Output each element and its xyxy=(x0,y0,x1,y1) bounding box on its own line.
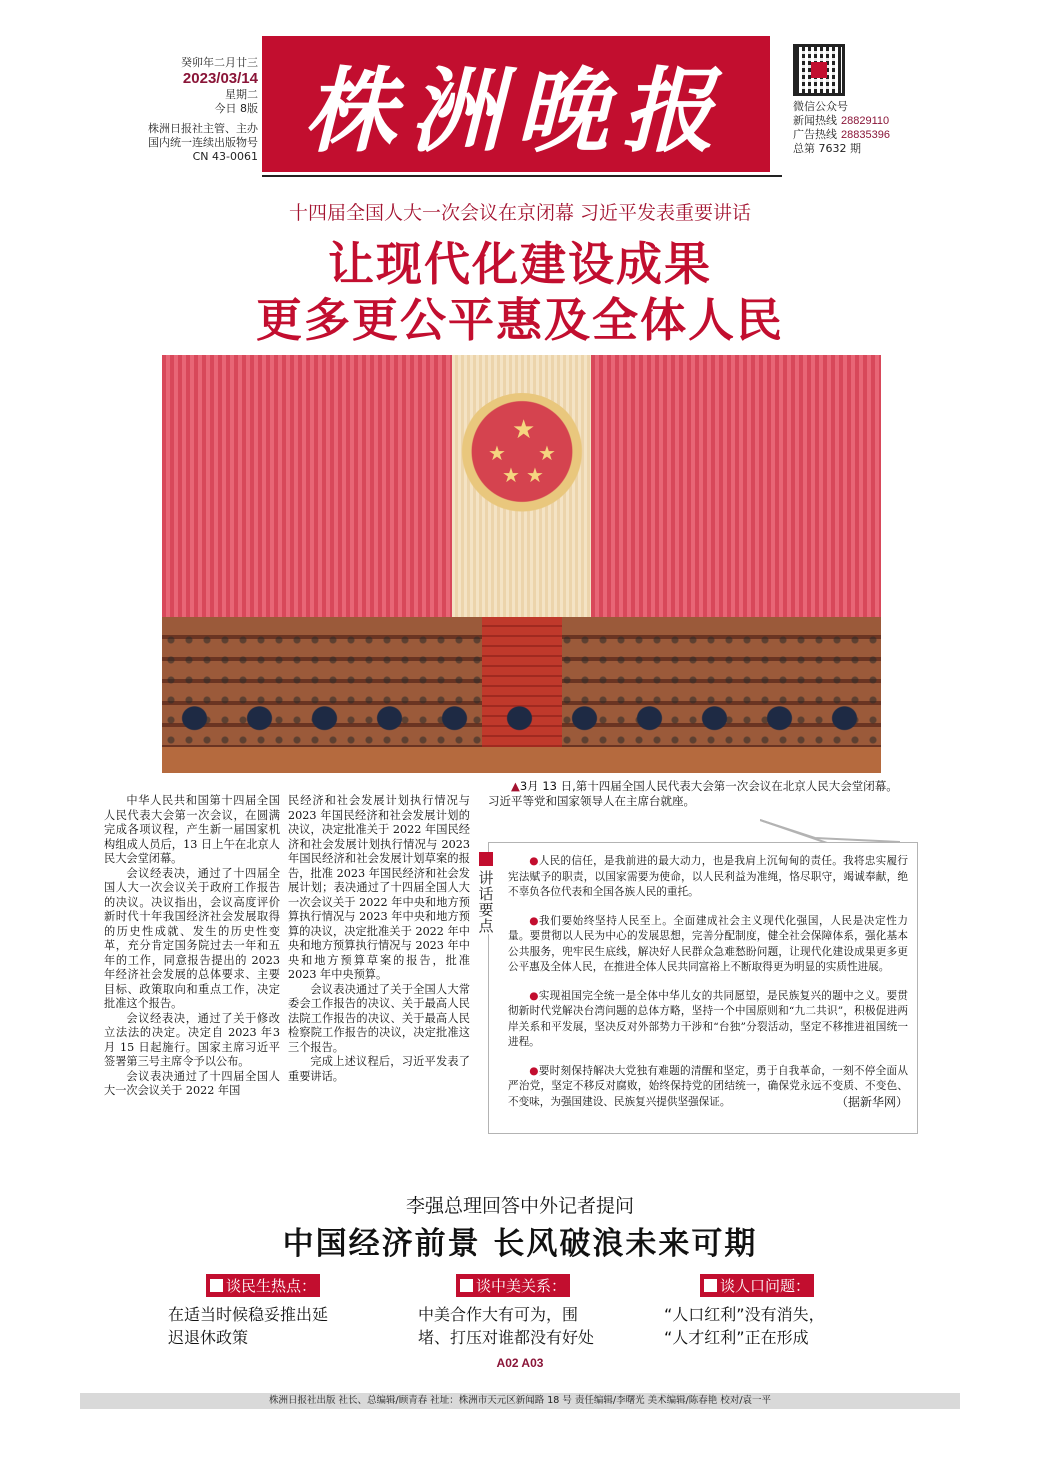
paragraph: 民经济和社会发展计划执行情况与 2023 年国民经济和社会发展计划的决议，决定批准关于 2022 年国民经济和社会发展计划执行情况与 2023 年国民经济和社会发展计划草案的报告，批准 2023 年国民经济和社会发展计划；表决通过了十四届全国人大一次会议关于 2022 年中央和地方预算执行情况与 2023 年中央和地方预算的决议，决定批准关于 2022 年中央和地方预算执行情况与 2023 年中央和地方预算草案的报告，批准 2023 年中央预算。 xyxy=(288,794,470,981)
red-flag-drape-right xyxy=(591,355,881,617)
ad-hotline-label: 广告热线 xyxy=(793,128,837,141)
red-square-icon xyxy=(479,852,493,866)
weekday: 星期二 xyxy=(225,88,258,101)
paragraph: 会议经表决，通过了关于修改立法法的决定。决定自 2023 年3月 15 日起施行。国家主席习近平签署第三号主席令予以公布。 xyxy=(104,1011,280,1068)
key-points-title: 讲话要点 xyxy=(476,870,495,934)
lead-headline-line2: 更多更公平惠及全体人民 xyxy=(256,293,784,347)
imprint-footer: 株洲日报社出版 社长、总编辑/顾青春 社址：株洲市天元区新闻路 18 号 责任编辑/李曙光 美术编辑/陈春艳 校对/袁一平 xyxy=(80,1393,960,1409)
presidium-desk xyxy=(162,747,881,773)
red-flag-drape-left xyxy=(162,355,452,617)
caption-text: 3月 13 日,第十四届全国人民代表大会第一次会议在北京人民大会堂闭幕。习近平等党和国家领导人在主席台就座。 xyxy=(488,779,898,808)
topic-china-us[interactable] xyxy=(418,1274,628,1349)
key-points-label xyxy=(476,852,496,934)
paragraph: 中华人民共和国第十四届全国人民代表大会第一次会议，在圆满完成各项议程，产生新一届国家机构组成人员后，13 日上午在北京人民大会堂闭幕。 xyxy=(104,794,280,865)
topic-livelihood[interactable] xyxy=(168,1274,378,1349)
topic-tag: 谈人口问题： xyxy=(700,1274,814,1297)
key-point-item: ●实现祖国完全统一是全体中华儿女的共同愿望，是民族复兴的题中之义。要贯彻新时代党解决台湾问题的总体方略，坚持一个中国原则和“九二共识”，积极促进两岸关系和平发展，坚决反对外部势力干涉和“台独”分裂活动，坚定不移推进祖国统一进程。 xyxy=(508,989,909,1048)
bullet-icon: ● xyxy=(529,855,539,867)
presidium-front-row xyxy=(162,705,881,749)
topic-population[interactable] xyxy=(664,1274,874,1349)
triangle-marker-icon: ▲ xyxy=(511,779,520,793)
article-column-1 xyxy=(104,794,280,1099)
lead-headline-line1: 让现代化建设成果 xyxy=(328,237,712,291)
lead-photo xyxy=(162,355,881,773)
paragraph: 会议表决通过了关于全国人大常委会工作报告的决议、关于最高人民法院工作报告的决议、关于最高人民检察院工作报告的决议，决定批准这三个报告。 xyxy=(288,982,470,1054)
key-point-item: ●人民的信任，是我前进的最大动力，也是我肩上沉甸甸的责任。我将忠实履行宪法赋予的职责，以国家需要为使命，以人民利益为准绳，恪尽职守，竭诚奉献，绝不辜负各位代表和全国各族人民的重托。 xyxy=(508,855,909,898)
square-icon xyxy=(460,1279,473,1292)
photo-caption xyxy=(488,779,900,809)
square-icon xyxy=(704,1279,717,1292)
topic-summary: 在适当时候稳妥推出延 迟退休政策 xyxy=(168,1305,329,1347)
paragraph: 会议经表决，通过了十四届全国人大一次会议关于政府工作报告的决议。决议指出，会议高度评价新时代十年我国经济社会发展取得的历史性成就、发生的历史性变革，充分肯定国务院过去一年和五年的工作，同意报告提出的 2023 年经济社会发展的总体要求、主要目标、政策取向和重点工作，决定批准这个报告。 xyxy=(104,866,280,1010)
newspaper-title: 株洲晚报 xyxy=(303,57,728,165)
second-kicker: 李强总理回答中外记者提问 xyxy=(405,1195,634,1217)
issue-total: 总第 7632 期 xyxy=(793,142,861,155)
wechat-label: 微信公众号 xyxy=(793,100,848,113)
serial-line: 国内统一连续出版物号 xyxy=(148,136,258,149)
newspaper-logo xyxy=(262,36,770,172)
bullet-icon: ● xyxy=(529,914,540,927)
topic-tag: 谈民生热点： xyxy=(206,1274,320,1297)
masthead-divider xyxy=(262,175,782,177)
square-icon xyxy=(210,1279,223,1292)
topic-summary: “人口红利”没有消失， “人才红利”正在形成 xyxy=(664,1305,825,1347)
lead-kicker: 十四届全国人大一次会议在京闭幕 习近平发表重要讲话 xyxy=(288,202,752,224)
edition-info xyxy=(130,56,258,164)
source-credit: （据新华网） xyxy=(835,1094,908,1109)
news-hotline-label: 新闻热线 xyxy=(793,114,837,127)
ad-hotline-number: 28835396 xyxy=(841,129,890,141)
topic-summary: 中美合作大有可为，围 堵、打压对谁都没有好处 xyxy=(418,1305,595,1347)
key-points-list xyxy=(508,854,908,1123)
lunar-date: 癸卯年二月廿三 xyxy=(181,56,258,69)
news-hotline-number: 28829110 xyxy=(841,115,890,127)
key-point-item: ●要时刻保持解决大党独有难题的清醒和坚定，勇于自我革命，一刻不停全面从严治党，坚定不移反对腐败，始终保持党的团结统一，确保党永远不变质、不变色、不变味，为强国建设、民族复兴提供坚强保证。 （据新华网） xyxy=(508,1064,909,1109)
national-emblem-icon: ★ ★ ★ ★ ★ xyxy=(458,393,586,523)
page-reference[interactable]: A02 A03 xyxy=(496,1356,544,1370)
cn-number: CN 43-0061 xyxy=(192,150,258,163)
publish-date: 2023/03/14 xyxy=(182,70,258,87)
second-headline[interactable]: 中国经济前景 长风破浪未来可期 xyxy=(282,1226,758,1262)
ad-hotline-row xyxy=(793,128,933,142)
qr-code-icon[interactable] xyxy=(793,44,845,96)
bullet-icon: ● xyxy=(529,989,539,1002)
publisher-line: 株洲日报社主管、主办 xyxy=(148,122,258,135)
bullet-icon: ● xyxy=(529,1064,539,1077)
page-count: 今日 8版 xyxy=(214,102,258,115)
news-hotline-row xyxy=(793,114,933,128)
key-point-item: ●我们要始终坚持人民至上。全面建成社会主义现代化强国，人民是决定性力量。要贯彻以人民为中心的发展思想，完善分配制度，健全社会保障体系，强化基本公共服务，兜牢民生底线，解决好人民群众急难愁盼问题，让现代化建设成果更多更公平惠及全体人民，在推进全体人民共同富裕上不断取得更为明显的实质性进展。 xyxy=(508,914,909,973)
article-column-2 xyxy=(288,794,470,1084)
paragraph: 会议表决通过了十四届全国人大一次会议关于 2022 年国 xyxy=(104,1069,280,1097)
contact-info xyxy=(793,44,933,156)
topic-tag: 谈中美关系： xyxy=(456,1274,570,1297)
paragraph: 完成上述议程后，习近平发表了重要讲话。 xyxy=(288,1055,470,1083)
